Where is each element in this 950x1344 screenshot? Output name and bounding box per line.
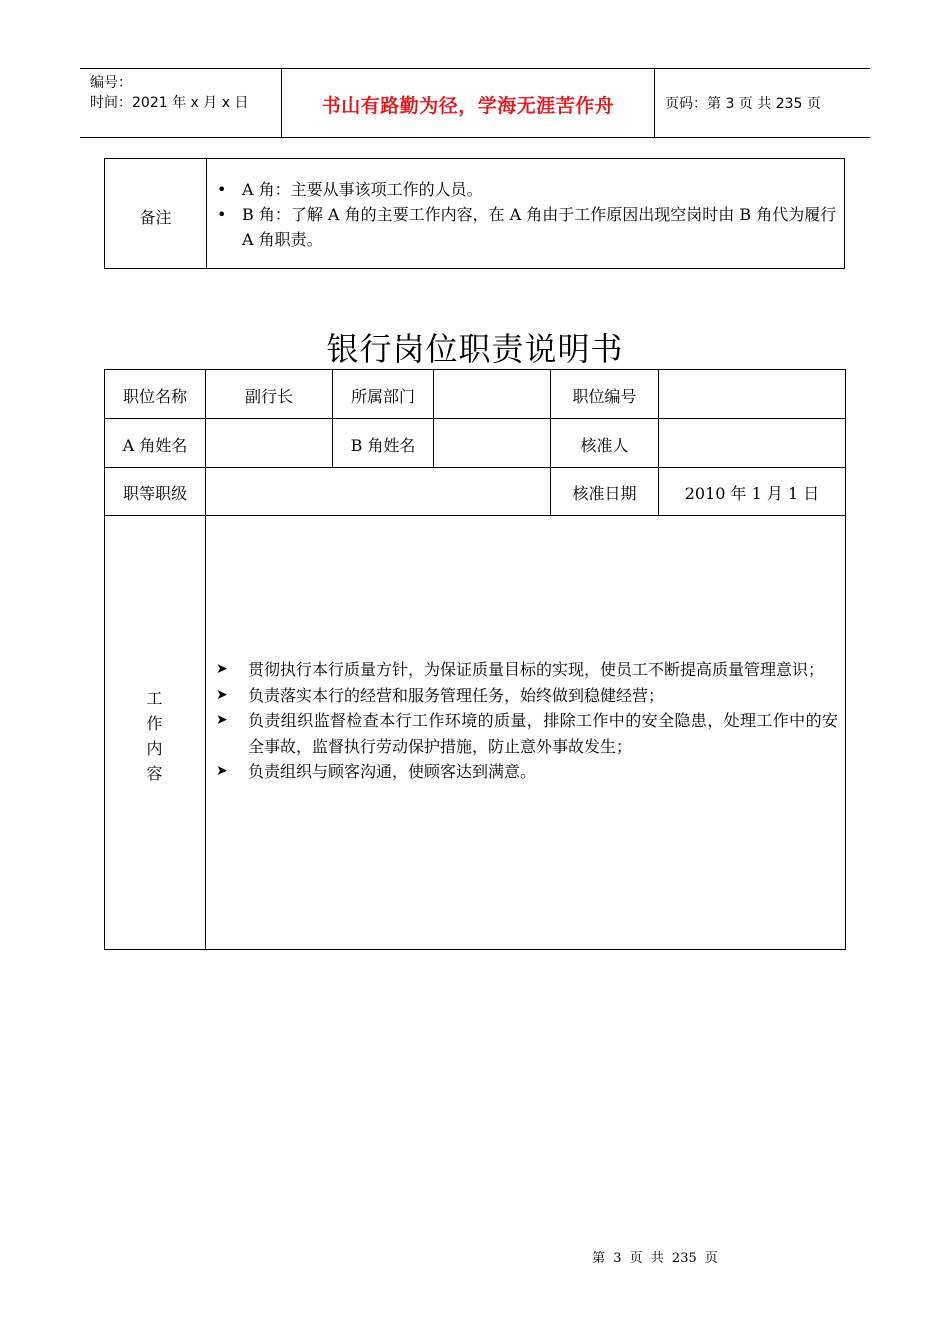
work-task-text: 负责组织监督检查本行工作环境的质量，排除工作中的安全隐患，处理工作中的安全事故，监督执行劳动保护措施，防止意外事故发生； <box>248 711 838 756</box>
time-label: 时间：2021 年 x 月 x 日 <box>90 95 249 111</box>
work-task-text: 负责组织与顾客沟通，使顾客达到满意。 <box>248 762 537 781</box>
work-content-label <box>104 686 205 786</box>
header-page-info: 页码：第 3 页 共 235 页 <box>665 96 821 112</box>
note-table <box>104 158 845 269</box>
work-label-char: 作 <box>146 714 163 733</box>
header-meta <box>90 73 248 113</box>
work-task-item <box>214 657 838 683</box>
note-divider <box>206 159 207 268</box>
work-task-text: 贯彻执行本行质量方针，为保证质量目标的实现，使员工不断提高质量管理意识； <box>248 660 825 679</box>
number-label: 编号： <box>90 75 132 91</box>
work-task-item <box>214 708 838 759</box>
approve-date-value: 2010 年 1 月 1 日 <box>684 484 820 503</box>
table-border <box>104 418 846 419</box>
a-name-label: A 角姓名 <box>122 436 188 455</box>
table-border <box>205 369 206 950</box>
table-border <box>104 515 846 516</box>
note-item-text: B 角：了解 A 角的主要工作内容，在 A 角由于工作原因出现空岗时由 B 角代为履行 A 角职责。 <box>242 205 837 249</box>
work-task-text: 负责落实本行的经营和服务管理任务，始终做到稳健经营； <box>248 685 665 705</box>
note-label: 备注 <box>139 208 172 227</box>
b-name-label: B 角姓名 <box>350 436 416 455</box>
bullet-icon: • <box>217 205 227 224</box>
note-list <box>215 177 840 252</box>
arrow-bullet-icon: ➤ <box>216 661 228 677</box>
work-task-item <box>214 759 838 785</box>
grade-label: 职等职级 <box>122 484 187 503</box>
document-title: 银行岗位职责说明书 <box>326 330 624 368</box>
work-task-list <box>214 657 838 785</box>
header-divider <box>654 69 655 137</box>
table-border <box>104 369 846 370</box>
page-footer: 第 3 页 共 235 页 <box>592 1251 718 1266</box>
approver-label: 核准人 <box>580 436 629 455</box>
note-item <box>215 202 840 252</box>
work-label-char: 容 <box>146 764 163 783</box>
table-border <box>845 369 846 950</box>
bullet-icon: • <box>217 180 227 199</box>
work-label-char: 工 <box>146 689 163 708</box>
note-item <box>215 177 840 202</box>
table-border <box>433 369 434 468</box>
work-label-char: 内 <box>146 739 163 758</box>
document-header <box>80 68 870 138</box>
department-label: 所属部门 <box>350 387 415 406</box>
work-task-item <box>214 683 838 709</box>
table-border <box>104 467 846 468</box>
approve-date-label: 核准日期 <box>572 484 637 503</box>
table-border <box>104 949 846 950</box>
note-item-text: A 角：主要从事该项工作的人员。 <box>242 180 483 199</box>
position-name-value: 副行长 <box>244 387 293 406</box>
header-motto: 书山有路勤为径，学海无涯苦作舟 <box>321 95 615 117</box>
arrow-bullet-icon: ➤ <box>216 686 228 703</box>
arrow-bullet-icon: ➤ <box>216 763 228 779</box>
position-name-label: 职位名称 <box>122 387 187 406</box>
table-border <box>104 369 105 950</box>
arrow-bullet-icon: ➤ <box>216 712 228 728</box>
position-code-label: 职位编号 <box>572 387 637 406</box>
